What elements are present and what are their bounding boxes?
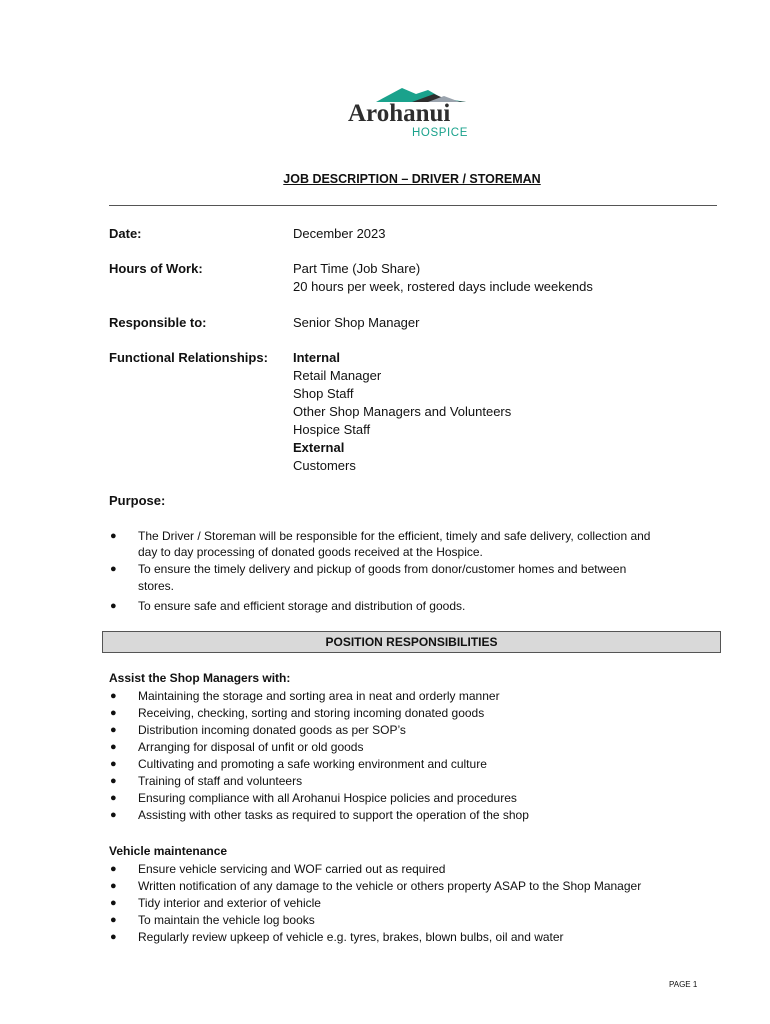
- vehicle-list: [109, 861, 641, 946]
- list-item-text: Receiving, checking, sorting and storing incoming donated goods: [138, 706, 485, 720]
- list-item: [109, 561, 650, 578]
- assist-heading: Assist the Shop Managers with:: [109, 671, 291, 685]
- list-item-text: Written notification of any damage to the vehicle or others property ASAP to the Shop Manager: [138, 879, 642, 893]
- list-item: [109, 790, 529, 807]
- list-item-text: Assisting with other tasks as required to support the operation of the shop: [138, 808, 529, 822]
- list-item-text: To ensure the timely delivery and pickup of goods from donor/customer homes and between: [138, 562, 627, 576]
- bullet-icon: ●: [110, 931, 117, 943]
- hours-line-2: 20 hours per week, rostered days include weekends: [293, 279, 593, 294]
- functional-value: [293, 349, 511, 475]
- title-divider: [109, 205, 717, 206]
- hours-value: [293, 260, 593, 296]
- responsible-value: [293, 314, 419, 332]
- list-item-text: stores.: [138, 579, 175, 593]
- external-item: Customers: [293, 458, 356, 473]
- list-item: [109, 878, 641, 895]
- list-item-text: Arranging for disposal of unfit or old goods: [138, 740, 364, 754]
- list-item-text: Regularly review upkeep of vehicle e.g. tyres, brakes, blown bulbs, oil and water: [138, 930, 564, 944]
- date-text: December 2023: [293, 226, 386, 241]
- assist-list: [109, 688, 529, 824]
- date-label: Date:: [109, 226, 142, 241]
- internal-item: Other Shop Managers and Volunteers: [293, 404, 512, 419]
- list-item: [109, 705, 529, 722]
- purpose-list: [109, 528, 650, 615]
- list-item: [109, 895, 641, 912]
- bullet-icon: ●: [110, 758, 117, 770]
- bullet-icon: ●: [110, 897, 117, 909]
- list-item-text: Maintaining the storage and sorting area in neat and orderly manner: [138, 689, 500, 703]
- bullet-icon: ●: [110, 792, 117, 804]
- bullet-icon: ●: [110, 775, 117, 787]
- vehicle-heading: Vehicle maintenance: [109, 844, 228, 858]
- bullet-icon: ●: [110, 690, 117, 702]
- list-item: [109, 739, 529, 756]
- list-item-text: Ensuring compliance with all Arohanui Hospice policies and procedures: [138, 791, 517, 805]
- logo-wordmark: Arohanui: [348, 100, 451, 127]
- list-item: [109, 773, 529, 790]
- list-item-text: Training of staff and volunteers: [138, 774, 303, 788]
- bullet-icon: ●: [110, 809, 117, 821]
- bullet-icon: ●: [110, 724, 117, 736]
- list-item: [109, 861, 641, 878]
- hours-line-1: Part Time (Job Share): [293, 261, 421, 276]
- bullet-icon: ●: [110, 600, 117, 612]
- list-item: [109, 912, 641, 929]
- list-item-text: day to day processing of donated goods received at the Hospice.: [138, 545, 483, 559]
- list-item-text: To ensure safe and efficient storage and distribution of goods.: [138, 599, 466, 613]
- responsible-text: Senior Shop Manager: [293, 315, 420, 330]
- list-item-continuation: [109, 578, 650, 595]
- list-item-text: Tidy interior and exterior of vehicle: [138, 896, 321, 910]
- logo-subtitle: HOSPICE: [412, 127, 468, 139]
- external-heading: External: [293, 440, 345, 455]
- list-item: [109, 756, 529, 773]
- list-item-text: Cultivating and promoting a safe working environment and culture: [138, 757, 487, 771]
- hospice-logo: [346, 84, 480, 142]
- list-item: [109, 688, 529, 705]
- bullet-icon: ●: [110, 741, 117, 753]
- list-item: [109, 807, 529, 824]
- bullet-icon: ●: [110, 880, 117, 892]
- internal-item: Hospice Staff: [293, 422, 371, 437]
- page-title: JOB DESCRIPTION – DRIVER / STOREMAN: [283, 172, 541, 186]
- hours-label: Hours of Work:: [109, 261, 203, 276]
- purpose-heading: Purpose:: [109, 493, 166, 508]
- section-banner: POSITION RESPONSIBILITIES: [102, 631, 721, 653]
- list-item-text: The Driver / Storeman will be responsible for the efficient, timely and safe delivery, collection and: [138, 529, 651, 543]
- internal-item: Retail Manager: [293, 368, 382, 383]
- internal-item: Shop Staff: [293, 386, 354, 401]
- bullet-icon: ●: [110, 707, 117, 719]
- bullet-icon: ●: [110, 563, 117, 575]
- list-item: [109, 598, 650, 615]
- list-item: [109, 722, 529, 739]
- bullet-icon: ●: [110, 863, 117, 875]
- date-value: [293, 225, 386, 243]
- list-item-text: Distribution incoming donated goods as per SOP’s: [138, 723, 406, 737]
- list-item-text: Ensure vehicle servicing and WOF carried out as required: [138, 862, 446, 876]
- page-number: PAGE 1: [669, 980, 698, 989]
- functional-label: Functional Relationships:: [109, 350, 268, 365]
- responsible-label: Responsible to:: [109, 315, 207, 330]
- list-item-text: To maintain the vehicle log books: [138, 913, 315, 927]
- list-item-continuation: [109, 544, 650, 561]
- internal-heading: Internal: [293, 350, 340, 365]
- list-item: [109, 929, 641, 946]
- bullet-icon: ●: [110, 914, 117, 926]
- list-item: [109, 528, 650, 545]
- bullet-icon: ●: [110, 530, 117, 542]
